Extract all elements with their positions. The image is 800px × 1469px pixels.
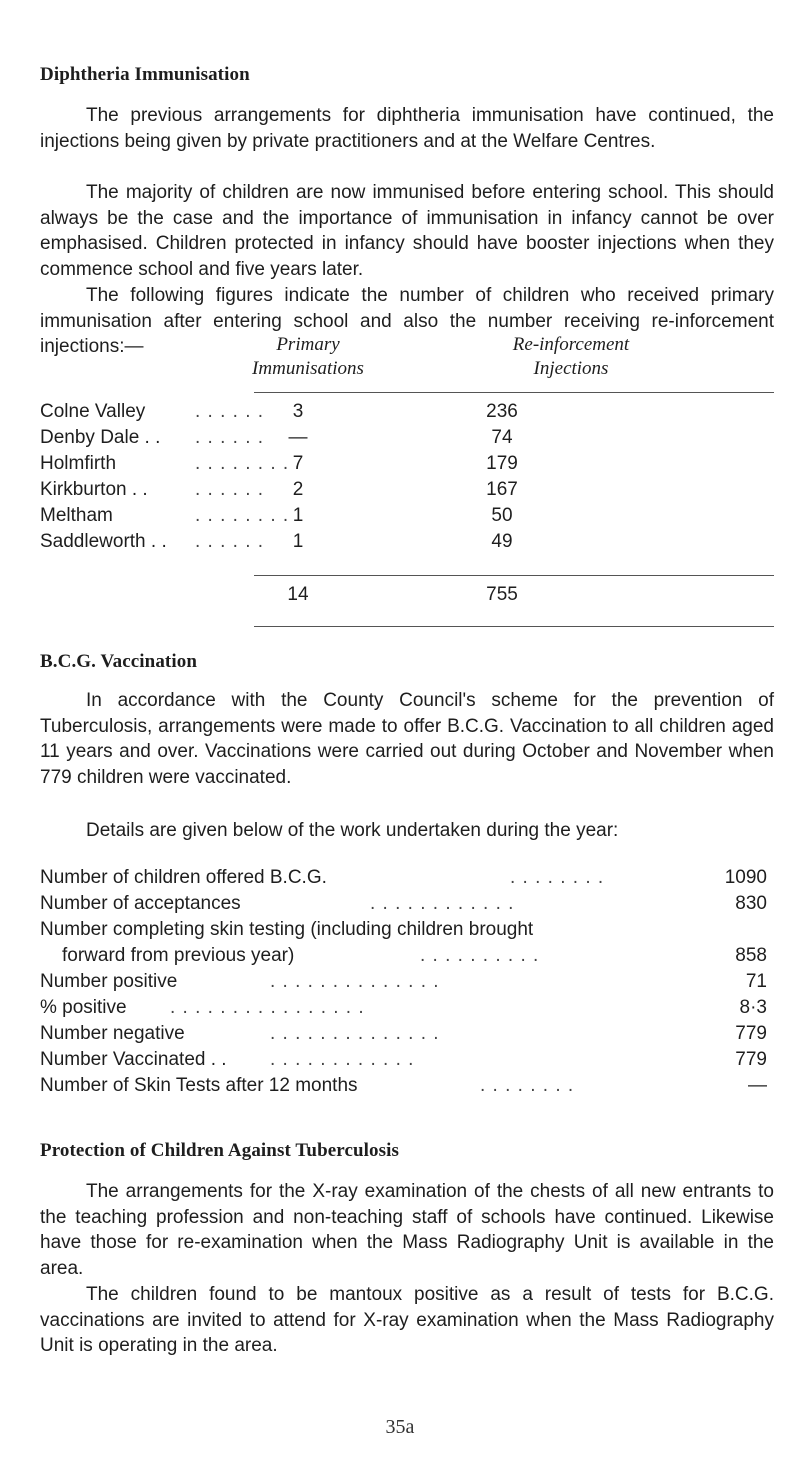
area-name: Saddleworth . .	[40, 531, 167, 552]
leader-dots: . . . . . . . . . . . . . .	[270, 971, 440, 992]
leader-dots: . . . . . .	[195, 427, 265, 448]
protection-heading: Protection of Children Against Tuberculosis	[40, 1140, 400, 1161]
detail-label: Number of Skin Tests after 12 months	[40, 1075, 358, 1096]
leader-dots: . . . . . .	[195, 479, 265, 500]
detail-row	[40, 919, 767, 971]
area-name: Colne Valley	[40, 401, 146, 422]
detail-row	[40, 971, 767, 997]
area-name: Holmfirth	[40, 453, 117, 474]
area-name: Kirkburton . .	[40, 479, 148, 500]
leader-dots: . . . . . .	[195, 531, 265, 552]
primary-value: 7	[292, 453, 304, 474]
detail-label-continued: forward from previous year)	[62, 945, 295, 966]
area-name: Denby Dale . .	[40, 427, 161, 448]
primary-value: 1	[292, 531, 304, 552]
detail-label: Number positive	[40, 971, 178, 992]
leader-dots: . . . . . . . .	[510, 867, 605, 888]
detail-label: Number of acceptances	[40, 893, 241, 914]
totals-top-rule	[254, 575, 774, 576]
detail-label: % positive	[40, 997, 127, 1018]
table-row	[40, 531, 780, 557]
detail-row	[40, 1075, 767, 1101]
table-top-rule	[254, 392, 774, 393]
primary-header-line-2: Immunisations	[252, 358, 364, 379]
totals-bottom-rule	[254, 626, 774, 627]
totals-row	[40, 584, 780, 610]
primary-value: 2	[292, 479, 304, 500]
detail-row	[40, 997, 767, 1023]
leader-dots: . . . . . . . .	[195, 453, 290, 474]
leader-dots: . . . . . .	[195, 401, 265, 422]
primary-header-line-1: Primary	[276, 334, 340, 355]
detail-value: 830	[735, 893, 767, 914]
diphtheria-paragraph-1: The previous arrangements for diphtheria immunisation have continued, the injections being given by private practitioners and at the Welfare Centres.	[40, 105, 774, 152]
detail-value: 779	[735, 1023, 767, 1044]
reinforcement-value: 74	[491, 427, 513, 448]
bcg-heading: B.C.G. Vaccination	[40, 651, 197, 672]
detail-row	[40, 1049, 767, 1075]
table-row	[40, 505, 780, 531]
reinforcement-header-line-1: Re-inforcement	[512, 334, 630, 355]
detail-value: 1090	[724, 867, 767, 888]
table-row	[40, 479, 780, 505]
table-row	[40, 453, 780, 479]
area-name: Meltham	[40, 505, 113, 526]
detail-value: 779	[735, 1049, 767, 1070]
detail-value: 71	[745, 971, 767, 992]
leader-dots: . . . . . . . . . . . . . .	[270, 1023, 440, 1044]
leader-dots: . . . . . . . .	[480, 1075, 575, 1096]
detail-value: 8·3	[739, 997, 767, 1018]
reinforcement-value: 167	[486, 479, 518, 500]
primary-column-header	[228, 333, 388, 381]
detail-label: Number negative	[40, 1023, 185, 1044]
table-row	[40, 427, 780, 453]
leader-dots: . . . . . . . .	[195, 505, 290, 526]
reinforcement-value: 236	[486, 401, 518, 422]
page-number: 35a	[385, 1416, 415, 1438]
diphtheria-heading: Diphtheria Immunisation	[40, 64, 250, 85]
bcg-paragraph-1: In accordance with the County Council's scheme for the prevention of Tuberculosis, arrangements were made to offer B.C.G. Vaccination to all children aged 11 years and over. Vaccinations were carried out during October and November when 779 children were vaccinated.	[40, 690, 774, 788]
reinforcement-column-header	[456, 333, 686, 381]
detail-row	[40, 893, 767, 919]
primary-total: 14	[287, 584, 309, 605]
detail-value: —	[748, 1075, 767, 1096]
detail-row	[40, 1023, 767, 1049]
table-row	[40, 401, 780, 427]
primary-value: 3	[292, 401, 304, 422]
leader-dots: . . . . . . . . . . . .	[270, 1049, 415, 1070]
reinforcement-value: 179	[486, 453, 518, 474]
leader-dots: . . . . . . . . . . . . . . . .	[170, 997, 365, 1018]
reinforcement-value: 50	[491, 505, 513, 526]
detail-label: Number completing skin testing (including children brought	[40, 919, 534, 940]
reinforcement-total: 755	[486, 584, 518, 605]
detail-label: Number of children offered B.C.G.	[40, 867, 327, 888]
reinforcement-value: 49	[491, 531, 513, 552]
detail-row	[40, 867, 767, 893]
reinforcement-header-line-2: Injections	[533, 358, 609, 379]
protection-paragraph-1: The arrangements for the X-ray examination of the chests of all new entrants to the teaching profession and non-teaching staff of schools have continued. Likewise have those for re-examination when the Mass Radiography Unit is available in the area.	[40, 1181, 774, 1279]
primary-value: 1	[292, 505, 304, 526]
bcg-paragraph-2: Details are given below of the work undertaken during the year:	[86, 820, 619, 841]
diphtheria-paragraph-2: The majority of children are now immunised before entering school. This should always be the case and the importance of immunisation in infancy cannot be over emphasised. Children protected in infancy should have booster injections when they commence school and five years later.	[40, 182, 774, 280]
protection-paragraph-2: The children found to be mantoux positive as a result of tests for B.C.G. vaccinations are invited to attend for X-ray examination when the Mass Radiography Unit is operating in the area.	[40, 1284, 774, 1356]
detail-label: Number Vaccinated . .	[40, 1049, 227, 1070]
leader-dots: . . . . . . . . . . . .	[370, 893, 515, 914]
primary-value: —	[288, 427, 308, 448]
detail-value: 858	[735, 945, 767, 966]
diphtheria-paragraph-3: The following figures indicate the number of children who received primary immunisation after entering school and also the number receiving re-inforcement injections:—	[40, 285, 774, 357]
leader-dots: . . . . . . . . . .	[420, 945, 540, 966]
